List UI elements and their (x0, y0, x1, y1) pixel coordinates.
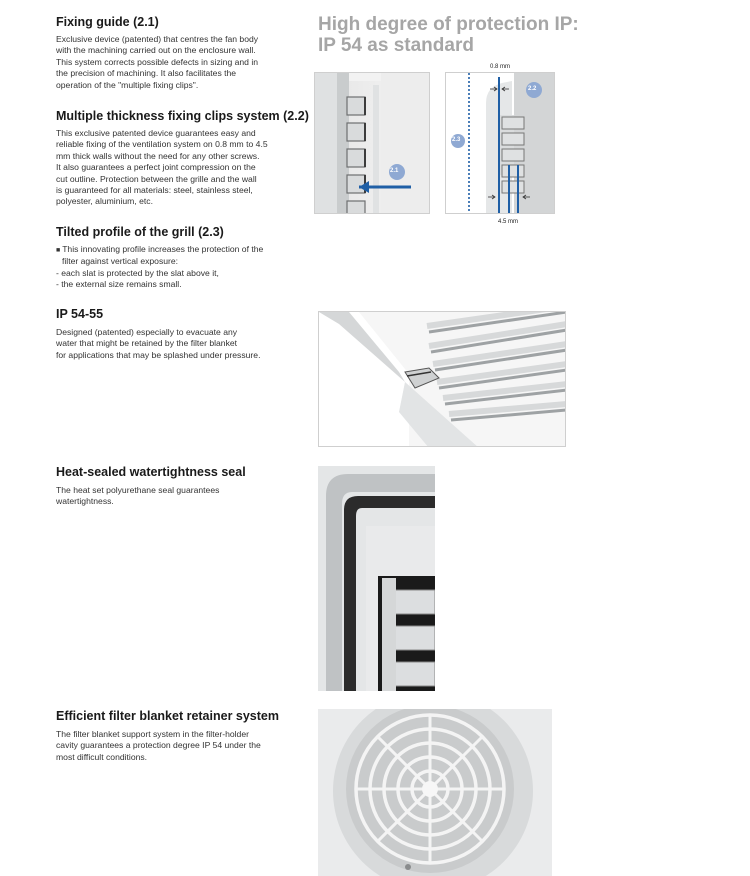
body-line: - the external size remains small. (56, 279, 182, 290)
seal-illustration (318, 466, 435, 691)
body-line: Exclusive device (patented) that centres the fan body (56, 34, 259, 44)
marker-2-2-label: 2.2 (528, 86, 537, 92)
body-line: most difficult conditions. (56, 751, 148, 762)
body-line: is guaranteed for all materials: steel, stainless steel, (56, 185, 253, 196)
body-line: This system corrects possible defects in sizing and in (56, 56, 259, 67)
body-line: operation of the "multiple fixing clips". (56, 79, 199, 90)
page-banner (318, 14, 579, 56)
banner-line-1: High degree of protection IP: (318, 14, 579, 35)
body-line: the precision of machining. It also facilitates the (56, 68, 237, 79)
fan-grille-illustration (318, 709, 552, 876)
body-line: cut outline. Protection between the grille and the wall (56, 173, 257, 184)
section-title: Tilted profile of the grill (2.3) (56, 225, 224, 239)
section-title: Fixing guide (2.1) (56, 15, 159, 29)
section-filter-retainer (56, 709, 279, 763)
section-title: Multiple thickness fixing clips system (2.2) (56, 109, 309, 123)
body-line: cavity guarantees a protection degree IP 54 under the (56, 740, 261, 751)
body-line: This innovating profile increases the protection of the (62, 244, 264, 254)
body-line: water that might be retained by the filter blanket (56, 338, 238, 349)
body-line: Designed (patented) especially to evacuate any (56, 327, 238, 337)
section-body (56, 327, 260, 361)
section-fixing-clips (56, 109, 309, 208)
body-line: watertightness. (56, 496, 114, 507)
section-fixing-guide (56, 15, 258, 91)
section-body (56, 34, 258, 91)
tilted-grill-illustration (319, 312, 566, 447)
photo-filter-retainer (318, 709, 552, 876)
section-title: IP 54-55 (56, 307, 104, 321)
dimension-bottom-label: 4.5 mm (498, 219, 519, 225)
section-body (56, 485, 246, 508)
section-title: Efficient filter blanket retainer system (56, 709, 279, 723)
body-line: The filter blanket support system in the filter-holder (56, 729, 249, 739)
banner-line-2: IP 54 as standard (318, 35, 474, 56)
clips-thickness-illustration (446, 73, 555, 214)
dimension-top-label: 0.8 mm (490, 64, 511, 70)
section-watertightness-seal (56, 465, 246, 508)
square-bullet-icon: ■ (56, 247, 63, 254)
body-line: mm thick walls without the need for any other screws. (56, 150, 260, 161)
body-line: The heat set polyurethane seal guarantees (56, 485, 220, 495)
body-line: reliable fixing of the ventilation system on 0.8 mm to 4.5 (56, 139, 268, 150)
section-body (56, 244, 263, 291)
marker-2-1-label: 2.1 (390, 168, 399, 174)
body-line: filter against vertical exposure: (62, 256, 179, 267)
body-line: polyester, aluminium, etc. (56, 196, 153, 207)
section-title: Heat-sealed watertightness seal (56, 465, 246, 479)
section-tilted-profile (56, 225, 263, 291)
marker-2-3-label: 2.3 (452, 137, 461, 143)
body-line: This exclusive patented device guarantees easy and (56, 128, 256, 138)
fixing-guide-illustration (315, 73, 430, 214)
diagram-clips-thickness (445, 72, 555, 214)
body-line: It also guarantees a perfect joint compression on the (56, 162, 256, 173)
photo-tilted-grill (318, 311, 566, 447)
photo-seal (318, 466, 435, 691)
body-line: for applications that may be splashed under pressure. (56, 349, 261, 360)
section-ip-54-55 (56, 307, 260, 361)
body-line: - each slat is protected by the slat above it, (56, 267, 219, 278)
body-line: with the machining carried out on the enclosure wall. (56, 45, 256, 56)
section-body (56, 128, 309, 208)
photo-fixing-guide (314, 72, 430, 214)
section-body (56, 729, 279, 763)
